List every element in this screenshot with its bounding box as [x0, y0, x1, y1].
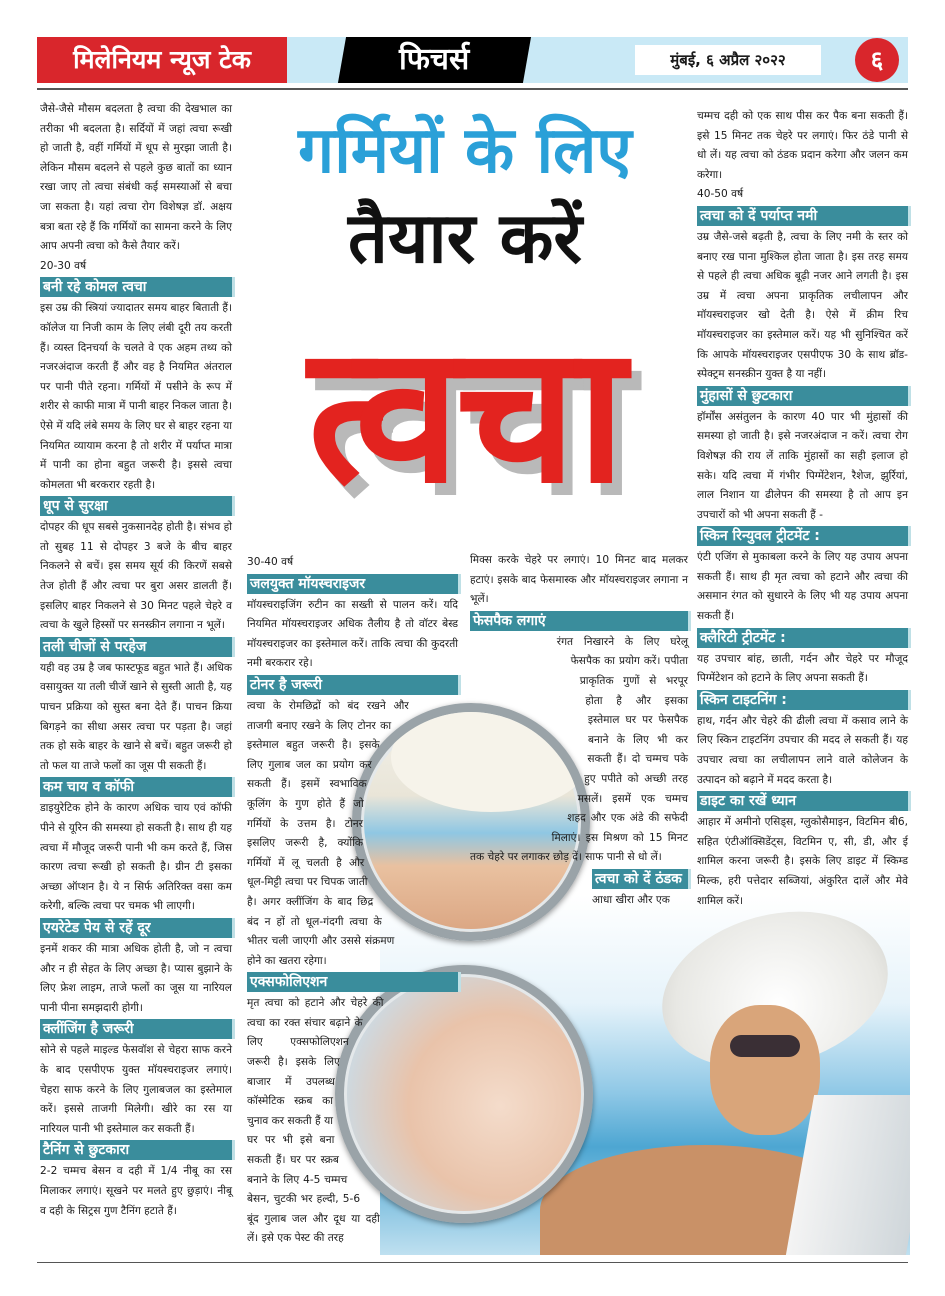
subheading: कम चाय व कॉफी — [40, 777, 232, 797]
masthead — [37, 37, 908, 83]
dateline: मुंबई, ६ अप्रैल २०२२ — [635, 45, 821, 75]
subheading: क्लींजिंग है जरूरी — [40, 1019, 232, 1039]
body-paragraph: यही वह उम्र है जब फास्टफूड बहुत भाते हैं। अधिक वसायुक्त या तली चीजें खाने से सुस्ती आती है, यह पाचन प्रक्रिया को सुस्त बना देते हैं। पाचन क्रिया बिगड़ने का सीधा असर त्वचा पर पड़ता है। जहां तक हो सके बाहर के खाने से बचें। बहुत जरूरी हो तो फल या ताजे फलों का जूस पी सकती हैं। — [40, 661, 232, 772]
top-rule — [37, 88, 908, 90]
body-paragraph: इनमें शकर की मात्रा अधिक होती है, जो न त्वचा और न ही सेहत के लिए अच्छा है। प्यास बुझाने के लिए फ्रेश लाइम, ताजे फलों का जूस या नारियल पानी पीना समझदारी होगी। — [40, 942, 232, 1014]
age-group-label: 30-40 वर्ष — [247, 556, 294, 568]
body-paragraph: जैसे-जैसे मौसम बदलता है त्वचा की देखभाल का तरीका भी बदलता है। सर्दियों में जहां त्वचा रूखी हो जाती है, वहीं गर्मियों में धूप से मुरझा जाती है। लेकिन मौसम बदलने से पहले कुछ बातों का ध्यान रखा जाए तो त्वचा संबंधी कई समस्याओं से बचा जा सकता है। यहां त्वचा रोग विशेषज्ञ डॉ. अक्षय बत्रा बता रहे हैं कि गर्मियों का सामना करने के लिए आप अपनी त्वचा को कैसे तैयार करें। — [40, 103, 232, 253]
subheading: स्किन टाइटनिंग : — [697, 690, 908, 710]
body-paragraph: डाइयुरेटिक होने के कारण अधिक चाय एवं कॉफी पीने से यूरिन की समस्या हो सकती है। साथ ही यह त्वचा में मौजूद जरूरी पानी भी कम करते हैं, जिस कारण त्वचा रूखी हो सकती है। ग्रीन टी इसका अच्छा ऑप्शन है। ये न सिर्फ अतिरिक्त वसा कम करेगी, बल्कि त्वचा पर चमक भी लाएगी। — [40, 802, 232, 913]
headline-line-2: तैयार करें — [347, 197, 583, 279]
body-paragraph: आधा खीरा और एक — [592, 893, 670, 906]
body-paragraph-text: रंगत निखारने के लिए घरेलू फेसपैक का प्रयोग करें। पपीता प्राकृतिक गुणों से भरपूर होता है और इसका इस्तेमाल घर पर फेसपैक बनाने के लिए भी कर सकती हैं। दो चम्मच पके हुए पपीते को अच्छी तरह मसलें। इसमें एक चम्मच शहद और एक अंडे की सफेदी मिलाएं। इस मिश्रण को 15 मिनट तक चेहरे पर लगाकर छोड़ दें। साफ पानी से धो लें। — [470, 635, 688, 864]
subheading: स्किन रिन्युवल ट्रीटमेंट : — [697, 526, 908, 546]
body-paragraph: चम्मच दही को एक साथ पीस कर पैक बना सकती हैं। इसे 15 मिनट तक चेहरे पर लगाएं। फिर ठंडे पानी से धो लें। यह त्वचा को ठंडक प्रदान करेगा और जलन कम करेगा। — [697, 110, 908, 181]
face-shape — [710, 1005, 820, 1135]
subheading: त्वचा को दें पर्याप्त नमी — [697, 206, 908, 226]
body-paragraph: हाथ, गर्दन और चेहरे की ढीली त्वचा में कसाव लाने के लिए स्किन टाइटनिंग उपचार की मदद ले सकती हैं। यह उपचार त्वचा का लचीलापन लाने वाले कोलेजन के उत्पादन को बढ़ाने में मदद करता है। — [697, 714, 908, 786]
bottom-rule — [37, 1262, 908, 1263]
subheading: टैनिंग से छुटकारा — [40, 1140, 232, 1160]
body-paragraph: मिक्स करके चेहरे पर लगाएं। 10 मिनट बाद मलकर हटाएं। इसके बाद फेसमास्क और मॉयस्चराइजर लगाना न भूलें। — [470, 554, 688, 606]
age-group-label: 40-50 वर्ष — [697, 188, 744, 201]
section-label — [338, 37, 531, 83]
column-2 — [247, 553, 458, 1249]
subheading: क्लैरिटी ट्रीटमेंट : — [697, 628, 908, 648]
subheading: एयरेटेड पेय से रहें दूर — [40, 918, 232, 938]
body-paragraph: दोपहर की धूप सबसे नुकसानदेह होती है। संभव हो तो सुबह 11 से दोपहर 3 बजे के बीच बाहर निकलने से बचें। इस समय सूर्य की किरणें सबसे तेज होती हैं और त्वचा पर बुरा असर डालती हैं। इसलिए बाहर निकलने से 30 मिनट पहले चेहरे व त्वचा के खुले हिस्सों पर सनस्क्रीन लगाना न भूलें। — [40, 521, 232, 632]
subheading: बनी रहे कोमल त्वचा — [40, 277, 232, 297]
headline-main-word: त्वचा — [308, 304, 622, 525]
body-paragraph: सोने से पहले माइल्ड फेसवॉश से चेहरा साफ करने के बाद एसपीएफ युक्त मॉयस्चराइजर लगाएं। चेहरा साफ करने के लिए गुलाबजल का इस्तेमाल करें। इससे ताजगी मिलेगी। खीरे का रस या नारियल पानी भी इस्तेमाल कर सकती हैं। — [40, 1044, 232, 1135]
section-label-text: फिचर्स — [399, 42, 470, 77]
subheading: तली चीजों से परहेज — [40, 637, 232, 657]
body-paragraph-text: मृत त्वचा को हटाने और चेहरे की त्वचा का रक्त संचार बढ़ाने के लिए एक्सफोलिएशन जरूरी है। इसके लिए बाजार में उपलब्ध कॉस्मेटिक स्क्रब का चुनाव कर सकती हैं या घर पर भी इसे बना सकती हैं। घर पर स्क्रब बनाने के लिए 4-5 चम्मच बेसन, चुटकी भर हल्दी, 5-6 बूंद गुलाब जल और दूध या दही लें। इसे एक पेस्ट की तरह — [247, 997, 384, 1245]
body-paragraph: यह उपचार बांह, छाती, गर्दन और चेहरे पर मौजूद पिग्मेंटेशन को हटाने के लिए अपना सकती हैं। — [697, 652, 908, 685]
headline-line-1: गर्मियों के लिए — [298, 114, 632, 188]
column-3 — [470, 551, 688, 911]
body-paragraph: मॉयस्चराइजिंग रुटीन का सख्ती से पालन करें। यदि नियमित मॉयस्चराइजर अधिक तैलीय है तो वॉटर बेस्ड मॉयस्चराइजर का इस्तेमाल करें। ताकि त्वचा की कुदरती नमी बरकरार रहे। — [247, 598, 458, 670]
sunglasses-shape — [730, 1035, 800, 1057]
subheading: टोनर है जरूरी — [247, 675, 458, 695]
column-4 — [697, 107, 908, 911]
column-1 — [40, 100, 232, 1221]
subheading: धूप से सुरक्षा — [40, 496, 232, 516]
subheading: एक्सफोलिएशन — [247, 972, 458, 992]
body-paragraph-text: त्वचा के रोमछिद्रों को बंद रखने और ताजगी बनाए रखने के लिए टोनर का इस्तेमाल बहुत जरूरी है। इसके लिए गुलाब जल का प्रयोग कर सकती हैं। इसमें स्वभाविक कूलिंग के गुण होते हैं जो गर्मियों के उत्तम है। टोनर इसलिए जरूरी है, क्योंकि गर्मियों में लू चलती है और धूल-मिट्टी त्वचा पर चिपक जाती है। अगर क्लींजिंग के बाद छिद्र बंद न हों तो धूल-गंदगी त्वचा के भीतर चली जाएगी और उससे संक्रमण होने का खतरा रहेगा। — [247, 699, 409, 967]
publication-name: मिलेनियम न्यूज टेक — [37, 37, 287, 83]
body-paragraph: 2-2 चम्मच बेसन व दही में 1/4 नीबू का रस मिलाकर लगाएं। सूखने पर मलते हुए छुड़ाएं। नीबू व दही के सिट्रस गुण टैनिंग हटाते हैं। — [40, 1165, 232, 1217]
subheading: मुंहासों से छुटकारा — [697, 386, 908, 406]
subheading: फेसपैक लगाएं — [470, 611, 688, 631]
body-paragraph: इस उम्र की स्त्रियां ज्यादातर समय बाहर बिताती हैं। कॉलेज या निजी काम के लिए लंबी दूरी तय करती हैं। व्यस्त दिनचर्या के चलते वे एक अहम तथ्य को नजरअंदाज करती हैं और वह है नियमित अंतराल पर पानी पीते रहना। गर्मियों में पसीने के रूप में शरीर से काफी मात्रा में पानी बाहर निकल जाता है। ऐसे में यदि लंबे समय के लिए घर से बाहर रहना या नियमित व्यायाम करना है तो शरीर में पर्याप्त मात्रा में पानी का होना बहुत जरूरी है। इससे त्वचा कोमलता भी बरकरार रहती है। — [40, 302, 232, 491]
page-number: ६ — [855, 38, 899, 82]
subheading: त्वचा को दें ठंडक — [592, 869, 688, 889]
age-group-label: 20-30 वर्ष — [40, 259, 87, 272]
body-paragraph: हॉर्मोंस असंतुलन के कारण 40 पार भी मुंहासों की समस्या हो जाती है। इसे नजरअंदाज न करें। त्वचा रोग विशेषज्ञ की राय लें ताकि मुंहासों का सही इलाज हो सके। यदि त्वचा में गंभीर पिग्मेंटेशन, रैशेज, झुर्रियां, लाल निशान या ढीलेपन की समस्या है तो आप इन उपचारों को भी अपना सकती हैं - — [697, 410, 908, 521]
body-paragraph: एंटी एजिंग से मुकाबला करने के लिए यह उपाय अपना सकती हैं। साथ ही मृत त्वचा को हटाने और त्वचा की असमान रंगत को सुधारने के लिए भी यह उपाय अपना सकती हैं। — [697, 551, 908, 623]
body-paragraph: उम्र जैसे-जसे बढ़ती है, त्वचा के लिए नमी के स्तर को बनाए रख पाना मुश्किल होता जाता है। इस तरह समय से पहले ही त्वचा अधिक बूढ़ी नजर आने लगती है। इस उम्र में त्वचा अपना प्राकृतिक लचीलापन और मॉयस्चराइजर खो देती है। ऐसे में क्रीम रिच मॉयस्चराइजर का इस्तेमाल करें। यह भी सुनिश्चित करें कि आपके मॉयस्चराइजर एसपीएफ 30 के साथ ब्रॉड-स्पेक्ट्रम सनस्क्रीन युक्त है या नहीं। — [697, 230, 908, 381]
subheading: डाइट का रखें ध्यान — [697, 791, 908, 811]
subheading: जलयुक्त मॉयस्चराइजर — [247, 574, 458, 594]
body-paragraph: आहार में अमीनो एसिड्स, ग्लुकोसैमाइन, विटमिन बी6, सहित एंटीऑक्सिडेंट्स, विटमिन ए, सी, डी, और ई शामिल करना जरूरी है। इसके लिए डाइट में स्किम्ड मिल्क, हरी पत्तेदार सब्जियां, अंकुरित दालें और मेवे शामिल करें। — [697, 816, 908, 907]
